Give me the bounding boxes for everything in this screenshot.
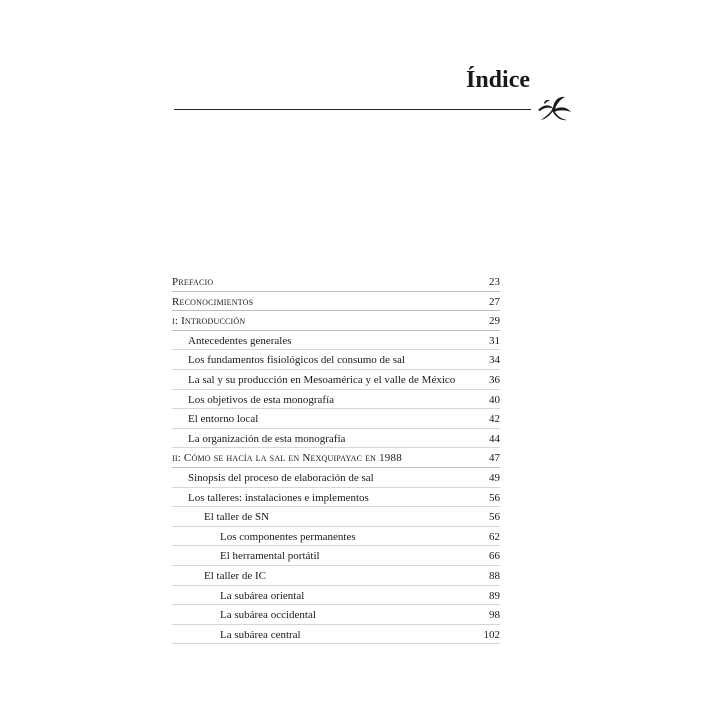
toc-entry-label: El entorno local xyxy=(188,413,259,426)
toc-entry xyxy=(172,350,500,370)
toc-entry-label: La subárea central xyxy=(220,628,301,641)
toc-entry xyxy=(172,468,500,488)
toc-entry-label: El taller de IC xyxy=(204,569,267,582)
toc-entry-label: i: Introducción xyxy=(172,315,246,328)
toc-entry-label: La subárea occidental xyxy=(220,609,316,622)
toc-entry xyxy=(172,311,500,331)
toc-entry-page-number: 27 xyxy=(489,295,500,308)
title-rule xyxy=(174,109,531,110)
toc-entry-label: El taller de SN xyxy=(204,511,270,524)
toc-entry xyxy=(172,272,500,292)
toc-entry-page-number: 49 xyxy=(489,471,500,484)
toc-entry xyxy=(172,448,500,468)
floral-ornament-icon xyxy=(536,94,574,124)
toc-entry-label: El herramental portátil xyxy=(220,550,320,563)
toc-entry-label: Los fundamentos fisiológicos del consumo de sal xyxy=(188,354,405,367)
toc-entry-label: Antecedentes generales xyxy=(188,334,292,347)
table-of-contents xyxy=(172,272,500,644)
toc-entry xyxy=(172,370,500,390)
toc-entry-page-number: 98 xyxy=(489,609,500,622)
toc-entry-page-number: 34 xyxy=(489,354,500,367)
toc-entry-page-number: 40 xyxy=(489,393,500,406)
toc-entry-page-number: 56 xyxy=(489,491,500,504)
toc-entry-page-number: 23 xyxy=(489,276,500,288)
toc-entry-page-number: 44 xyxy=(489,432,500,445)
toc-entry-label: La sal y su producción en Mesoamérica y el valle de México xyxy=(188,373,456,386)
toc-entry xyxy=(172,292,500,312)
toc-entry xyxy=(172,409,500,429)
toc-entry-page-number: 31 xyxy=(489,334,500,347)
toc-entry-page-number: 102 xyxy=(483,628,500,641)
toc-entry-label: Reconocimientos xyxy=(172,295,254,308)
toc-entry xyxy=(172,527,500,547)
toc-entry xyxy=(172,507,500,527)
toc-entry-page-number: 42 xyxy=(489,413,500,426)
toc-entry-page-number: 29 xyxy=(489,315,500,328)
toc-entry-page-number: 88 xyxy=(489,569,500,582)
toc-entry-label: La subárea oriental xyxy=(220,589,305,602)
page-title: Índice xyxy=(465,67,530,93)
toc-entry-label: Prefacio xyxy=(172,276,214,288)
toc-entry-label: ii: Cómo se hacía la sal en Nexquipayac en 1988 xyxy=(172,452,402,465)
toc-entry xyxy=(172,331,500,351)
toc-entry-page-number: 66 xyxy=(489,550,500,563)
toc-entry xyxy=(172,586,500,606)
toc-entry xyxy=(172,605,500,625)
toc-entry-page-number: 62 xyxy=(489,530,500,543)
toc-entry xyxy=(172,488,500,508)
toc-entry xyxy=(172,625,500,645)
toc-entry-label: Sinopsis del proceso de elaboración de sal xyxy=(188,471,374,484)
toc-entry-page-number: 47 xyxy=(489,452,500,465)
toc-entry xyxy=(172,390,500,410)
toc-entry-page-number: 36 xyxy=(489,373,500,386)
toc-entry xyxy=(172,429,500,449)
toc-entry-label: Los objetivos de esta monografía xyxy=(188,393,335,406)
toc-entry-label: Los componentes permanentes xyxy=(220,530,356,543)
toc-entry-label: Los talleres: instalaciones e implementos xyxy=(188,491,369,504)
toc-entry xyxy=(172,546,500,566)
toc-entry-page-number: 56 xyxy=(489,511,500,524)
toc-entry-page-number: 89 xyxy=(489,589,500,602)
toc-entry xyxy=(172,566,500,586)
toc-entry-label: La organización de esta monografía xyxy=(188,432,346,445)
